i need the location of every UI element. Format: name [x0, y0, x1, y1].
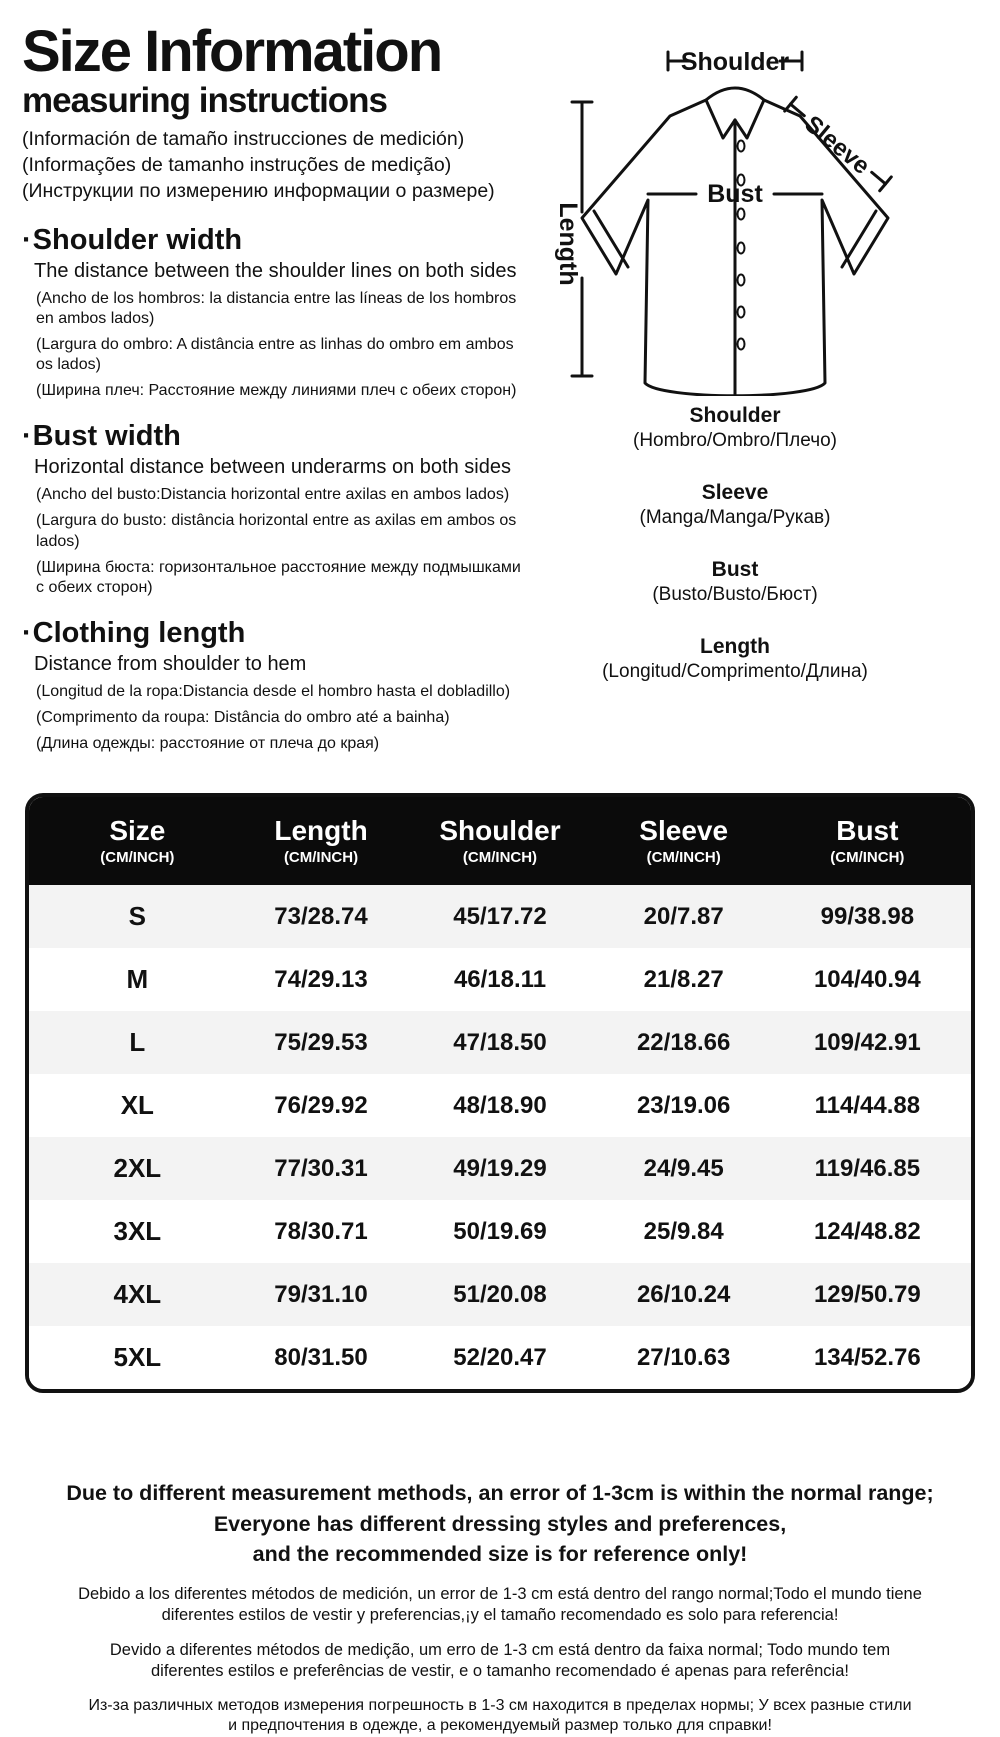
cell-size: XL [120, 1090, 154, 1120]
disclaimer [0, 1478, 1000, 1737]
cell-bust: 99/38.98 [820, 902, 915, 930]
disclaimer-ru-line: и предпочтения в одежде, а рекомендуемый размер только для справки! [228, 1717, 772, 1735]
cell-shoulder: 45/17.72 [453, 902, 547, 930]
cell-shoulder: 47/18.50 [453, 1028, 547, 1056]
cell-bust: 109/42.91 [813, 1028, 921, 1056]
cell-size: 3XL [113, 1216, 162, 1246]
section-shoulder-width [22, 225, 532, 402]
cell-length: 79/31.10 [274, 1280, 368, 1308]
diagram-length-label: Length [554, 202, 582, 286]
cell-sleeve: 25/9.84 [643, 1217, 724, 1245]
col-header-length [246, 816, 397, 865]
disclaimer-pt-line: diferentes estilos e preferências de vestir, e o tamanho recomendado é apenas para referência! [150, 1661, 849, 1680]
table-row [29, 1074, 971, 1137]
cell-bust: 129/50.79 [813, 1280, 921, 1308]
legend-bust [602, 556, 868, 608]
legend-name: Shoulder [689, 404, 781, 427]
disclaimer-pt [0, 1640, 1000, 1682]
cell-length: 78/30.71 [274, 1217, 368, 1245]
col-header-sleeve [604, 816, 764, 865]
col-header-size [29, 816, 246, 865]
table-row [29, 1326, 971, 1389]
section-clothing-length [22, 618, 532, 754]
col-label: Sleeve [639, 815, 729, 847]
cell-bust: 124/48.82 [813, 1217, 921, 1245]
diagram-bust-label: Bust [707, 180, 763, 208]
section-description: The distance between the shoulder lines on both sides [34, 259, 517, 282]
cell-bust: 134/52.76 [813, 1343, 921, 1371]
section-translation-pt: (Largura do busto: distância horizontal entre as axilas em ambos os lados) [36, 512, 517, 550]
section-translation-pt: (Comprimento da roupa: Distância do ombro até a bainha) [36, 709, 450, 727]
col-label: Size [109, 815, 166, 847]
section-bust-width [22, 421, 532, 598]
disclaimer-ru-line: Из-за различных методов измерения погрешность в 1-3 см находится в пределах нормы; У всех разные стили [88, 1696, 912, 1714]
table-row [29, 1200, 971, 1263]
cell-shoulder: 51/20.08 [453, 1280, 547, 1308]
section-description: Distance from shoulder to hem [34, 652, 307, 675]
section-title-text: Clothing length [32, 617, 246, 650]
cell-sleeve: 27/10.63 [636, 1343, 731, 1371]
table-row [29, 1011, 971, 1074]
instructions-column [22, 19, 532, 760]
col-header-shoulder [396, 816, 603, 865]
subtitle-translation-ru: (Инструкции по измерению информации о размере) [22, 179, 495, 202]
col-label: Length [274, 815, 368, 847]
section-translation-ru: (Ширина плеч: Расстояние между линиями плеч с обеих сторон) [36, 382, 517, 400]
table-row [29, 1137, 971, 1200]
cell-length: 73/28.74 [274, 902, 368, 930]
cell-sleeve: 21/8.27 [643, 965, 724, 993]
bullet: · [22, 617, 32, 650]
section-title [22, 225, 532, 257]
disclaimer-en [0, 1478, 1000, 1570]
disclaimer-es-line: Debido a los diferentes métodos de medición, un error de 1-3 cm está dentro del rango normal;Todo el mundo tiene [78, 1584, 922, 1603]
legend-translation: (Busto/Busto/Бюст) [652, 584, 818, 606]
button-placket [738, 141, 745, 350]
legend-name: Sleeve [701, 480, 769, 504]
cell-shoulder: 52/20.47 [453, 1343, 547, 1371]
disclaimer-en-line: Due to different measurement methods, an error of 1-3cm is within the normal range; [66, 1481, 934, 1505]
section-translation-es: (Ancho del busto:Distancia horizontal entre axilas en ambos lados) [36, 486, 510, 504]
cell-sleeve: 24/9.45 [643, 1154, 724, 1182]
cell-sleeve: 26/10.24 [636, 1280, 731, 1308]
cell-size: 4XL [113, 1279, 162, 1309]
size-table-header [29, 797, 971, 885]
diagram-shoulder-label: Shoulder [680, 48, 790, 76]
legend-length [602, 633, 868, 685]
col-unit: (CM/INCH) [100, 848, 175, 866]
section-title [22, 421, 532, 453]
legend-translation: (Longitud/Comprimento/Длина) [602, 661, 868, 683]
cell-length: 75/29.53 [274, 1028, 368, 1056]
cell-length: 80/31.50 [274, 1343, 368, 1371]
col-label: Bust [836, 815, 899, 847]
legend-name: Bust [711, 557, 759, 581]
col-unit: (CM/INCH) [283, 848, 359, 866]
cell-size: L [129, 1027, 146, 1057]
cell-sleeve: 23/19.06 [636, 1091, 731, 1119]
cell-length: 74/29.13 [274, 965, 368, 993]
cell-size: S [128, 901, 146, 931]
section-title [22, 618, 532, 650]
legend-sleeve [602, 479, 868, 531]
disclaimer-es-line: diferentes estilos de vestir y preferencias,¡y el tamaño recomendado es solo para referencia! [161, 1605, 839, 1624]
disclaimer-en-line: Everyone has different dressing styles and preferences, [213, 1511, 787, 1536]
section-translation-pt: (Largura do ombro: A distância entre as linhas do ombro em ambos os lados) [36, 335, 514, 374]
cell-shoulder: 48/18.90 [453, 1091, 547, 1119]
cell-size: M [126, 964, 149, 994]
cell-length: 76/29.92 [274, 1091, 368, 1119]
legend-translation: (Hombro/Ombro/Плечо) [633, 430, 837, 452]
section-title-text: Bust width [32, 420, 181, 453]
cell-bust: 104/40.94 [813, 965, 921, 993]
section-description: Horizontal distance between underarms on both sides [34, 456, 511, 479]
shirt-diagram [520, 28, 950, 396]
cell-sleeve: 20/7.87 [643, 902, 724, 930]
section-title-text: Shoulder width [32, 223, 243, 256]
measure-legend [602, 402, 868, 710]
col-header-bust [764, 816, 971, 865]
diagram-column [520, 28, 950, 710]
bullet: · [22, 420, 32, 453]
cell-bust: 119/46.85 [814, 1154, 921, 1182]
cell-size: 2XL [113, 1153, 162, 1183]
section-translation-es: (Ancho de los hombros: la distancia entre las líneas de los hombros en ambos lados) [36, 289, 517, 327]
cell-length: 77/30.31 [274, 1154, 368, 1182]
table-row [29, 1263, 971, 1326]
cell-shoulder: 46/18.11 [453, 965, 547, 993]
table-row [29, 948, 971, 1011]
diagram-sleeve-label: Sleeve [799, 110, 875, 180]
disclaimer-ru [0, 1696, 1000, 1737]
cell-bust: 114/44.88 [814, 1091, 921, 1119]
table-row [29, 885, 971, 948]
legend-name: Length [700, 634, 770, 658]
subtitle-translation-pt: (Informações de tamanho instruções de medição) [22, 153, 452, 176]
cell-shoulder: 50/19.69 [453, 1217, 547, 1245]
page-title: Size Information [22, 19, 442, 84]
legend-translation: (Manga/Manga/Рукав) [639, 507, 831, 529]
legend-shoulder [602, 402, 868, 454]
disclaimer-pt-line: Devido a diferentes métodos de medição, um erro de 1-3 cm está dentro da faixa normal; Todo mundo tem [109, 1640, 891, 1659]
disclaimer-es [0, 1584, 1000, 1626]
col-unit: (CM/INCH) [830, 848, 905, 866]
col-unit: (CM/INCH) [462, 848, 538, 866]
cell-shoulder: 49/19.29 [453, 1154, 547, 1182]
subtitle-translation-es: (Información de tamaño instrucciones de medición) [22, 127, 465, 150]
cell-size: 5XL [113, 1342, 162, 1372]
section-translation-ru: (Ширина бюста: горизонтальное расстояние между подмышками с обеих сторон) [36, 558, 521, 596]
page-subtitle: measuring instructions [22, 81, 388, 121]
bullet: · [22, 223, 32, 256]
section-translation-es: (Longitud de la ropa:Distancia desde el hombro hasta el dobladillo) [36, 682, 511, 700]
size-table [25, 793, 975, 1393]
col-unit: (CM/INCH) [646, 848, 721, 866]
col-label: Shoulder [439, 815, 561, 847]
cell-sleeve: 22/18.66 [636, 1028, 731, 1056]
disclaimer-en-line: and the recommended size is for reference only! [252, 1542, 748, 1567]
section-translation-ru: (Длина одежды: расстояние от плеча до края) [36, 735, 380, 753]
